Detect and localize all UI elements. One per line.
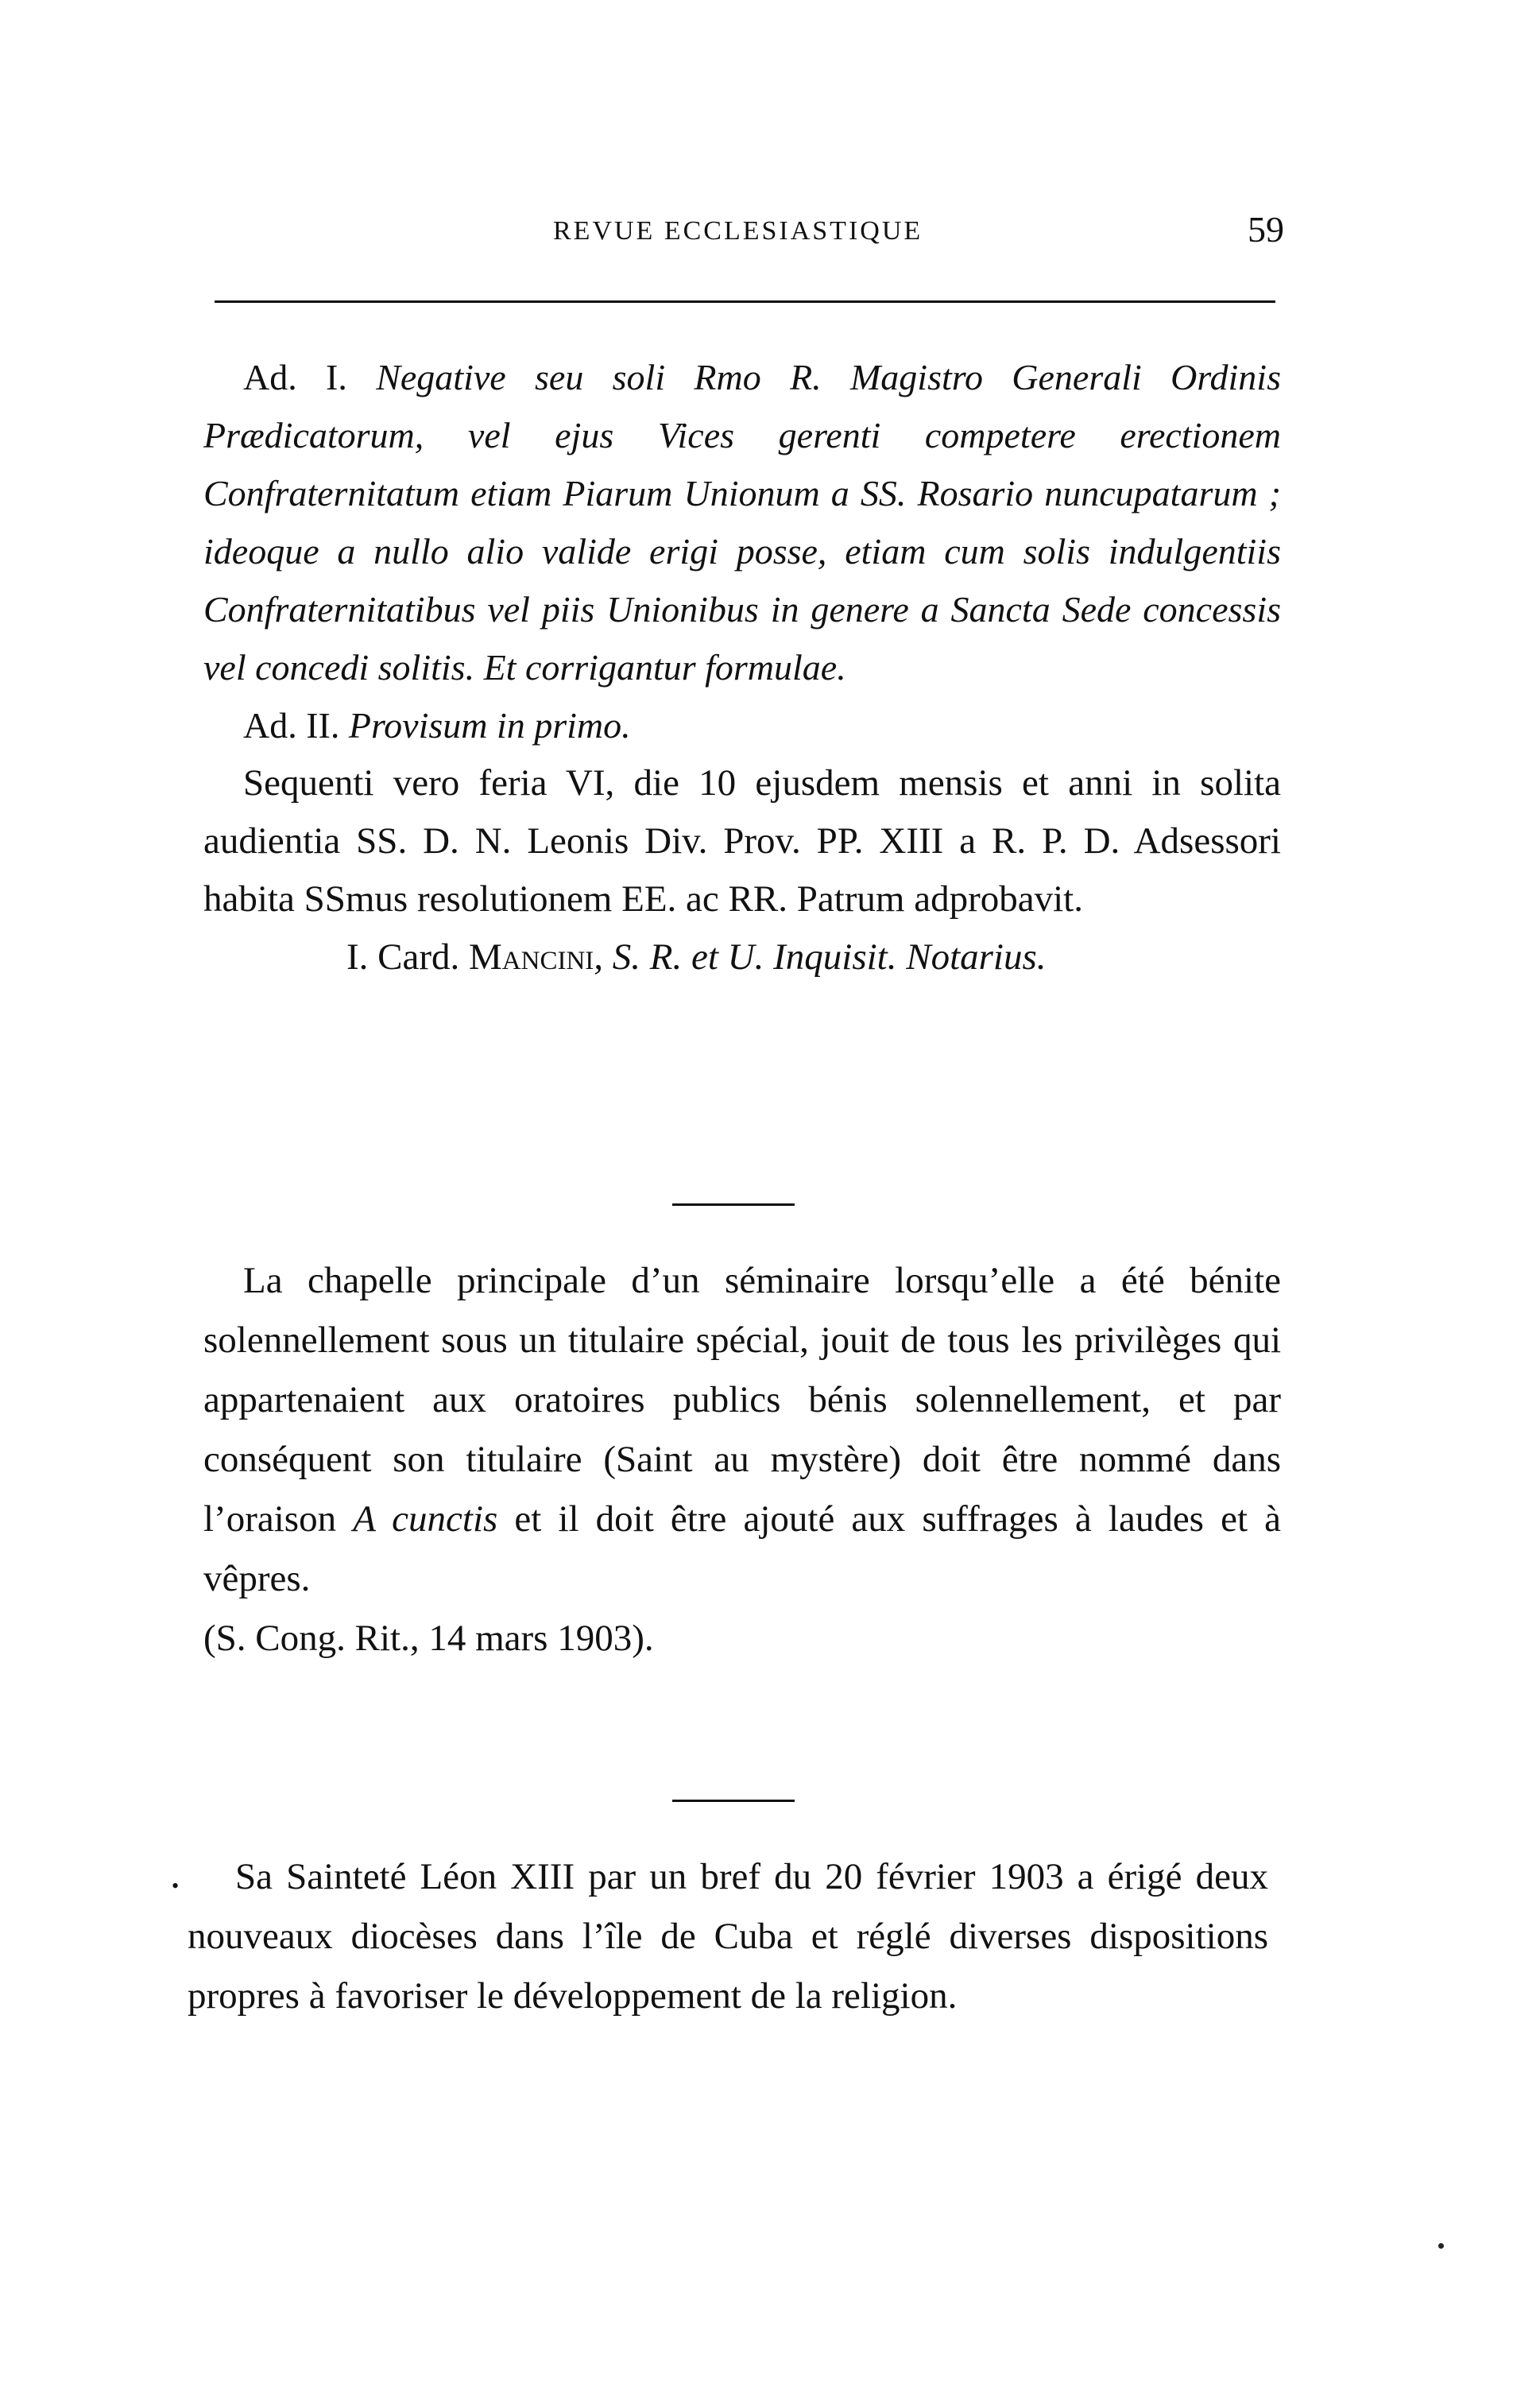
signature-name: Mancini [469,936,594,978]
page-header [203,209,1284,261]
section-separator [672,1203,795,1206]
page-number: 59 [1248,209,1284,250]
chapelle-text-after: et il doit être ajouté aux suffrages à laudes et à vêpres. [203,1498,1281,1599]
ad1-text: Negative seu soli Rmo R. Magistro Generali Ordinis Prædicatorum, vel ejus Vices gerenti competere erectionem Confraternitatum etiam Piarum Unionum a SS. Rosario nuncupatarum ; ideoque a nullo alio valide erigi posse, etiam cum solis indulgentiis Confraternitatibus vel piis Unionibus in genere a Sancta Sede concessis vel concedi solitis. Et corrigantur formulae. [203,357,1281,688]
chapelle-notice [203,1251,1281,1668]
signature-prefix: I. Card. [346,936,470,978]
latin-decree [203,348,1281,986]
ad2-text: Provisum in primo. [348,705,631,746]
chapelle-citation: (S. Cong. Rit., 14 mars 1903). [203,1618,654,1659]
print-speck [1438,2243,1444,2249]
header-rule [215,300,1275,303]
signature-line [203,928,1281,986]
running-title: REVUE ECCLESIASTIQUE [553,216,923,246]
section-separator [672,1800,795,1802]
chapelle-text-before: La chapelle principale d’un séminaire lorsqu’elle a été bénite solennellement sous un titulaire spécial, jouit de tous les privilèges qui appartenaient aux oratoires publics bénis solennellement, et par conséquent son titulaire (Saint au mystère) doit être nommé dans l’oraison [203,1260,1281,1540]
ad2-paragraph [203,696,1281,754]
ad1-paragraph [203,348,1281,696]
cuba-paragraph: Sa Sainteté Léon XIII par un bref du 20 février 1903 a érigé deux nouveaux diocèses dans l’île de Cuba et réglé diverses dispositions propres à favoriser le développement de la religion. [188,1856,1268,2017]
chapelle-italic: A cunctis [353,1498,498,1540]
chapelle-paragraph [203,1251,1281,1609]
signature-suffix: , S. R. et U. Inquisit. Notarius. [594,936,1047,978]
bullet-mark: • [172,1874,180,1897]
ad1-label: Ad. I. [243,357,347,397]
sequenti-paragraph: Sequenti vero feria VI, die 10 ejusdem mensis et anni in solita audientia SS. D. N. Leonis Div. Prov. PP. XIII a R. P. D. Adsessori habita SSmus resolutionem EE. ac RR. Patrum adprobavit. [203,762,1281,920]
cuba-notice [188,1847,1268,2026]
ad2-label: Ad. II. [243,705,340,746]
